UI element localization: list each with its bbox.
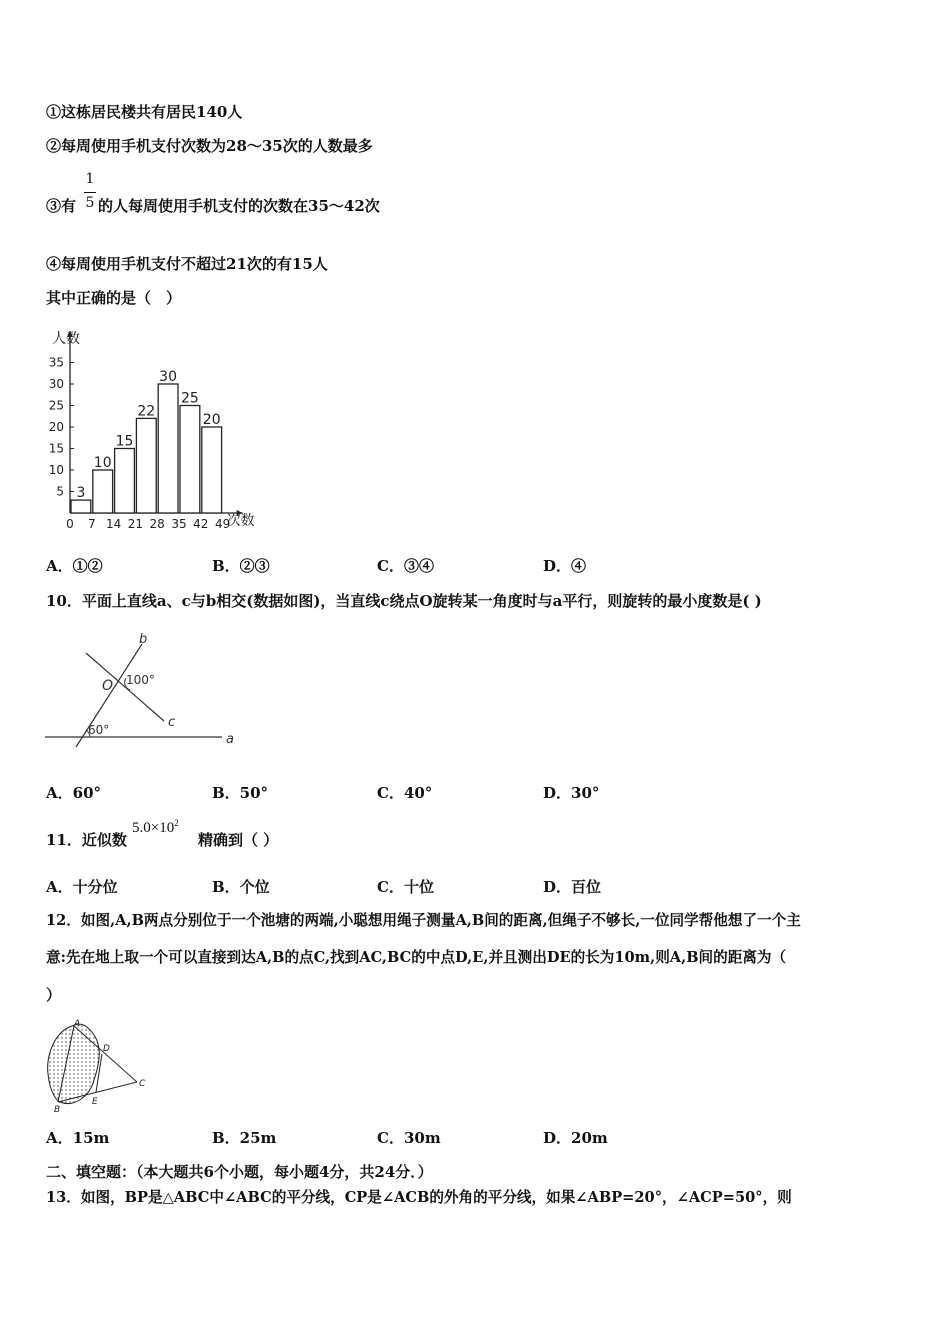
q10-option-c[interactable]: C．40° xyxy=(377,784,433,802)
x-axis-label: 次数 xyxy=(226,513,255,529)
section2-title: 二、填空题：（本大题共6个小题，每小题4分，共24分．） xyxy=(46,1163,433,1181)
x-tick-label: 14 xyxy=(105,517,122,531)
angle-100-label: 100° xyxy=(126,673,155,687)
q11-math-base: 5.0×10 xyxy=(132,820,175,836)
q10-figure xyxy=(40,626,250,756)
fraction-denominator: 5 xyxy=(85,195,95,211)
bar-value-label: 10 xyxy=(93,455,112,471)
q11-option-c[interactable]: C．十位 xyxy=(377,878,434,896)
histogram-bar xyxy=(202,427,222,513)
q12-text-line2: 意:先在地上取一个可以直接到达A,B的点C,找到AC,BC的中点D,E,并且测出DE的长为10m,则A,B间的距离为（ xyxy=(46,949,787,966)
q11-option-a[interactable]: A．十分位 xyxy=(46,878,118,896)
q12-text-line1: 12．如图,A,B两点分别位于一个池塘的两端,小聪想用绳子测量A,B间的距离,但绳子不够长,一位同学帮他想了一个主 xyxy=(46,912,801,929)
x-tick-label: 49 xyxy=(214,517,231,531)
line-c xyxy=(86,653,164,721)
point-c-label: C xyxy=(139,1079,146,1089)
label-c: c xyxy=(168,715,176,730)
q12-option-b[interactable]: B．25m xyxy=(212,1129,277,1147)
q11-math-exponent: 2 xyxy=(174,818,179,828)
q9-statement-3-prefix: ③有 xyxy=(46,197,77,215)
angle-60-label: 60° xyxy=(88,723,110,737)
pond-shape xyxy=(48,1024,100,1104)
label-b: b xyxy=(139,632,148,647)
q12-option-c[interactable]: C．30m xyxy=(377,1129,441,1147)
q12-option-a[interactable]: A．15m xyxy=(46,1129,110,1147)
y-tick-label: 15 xyxy=(48,441,64,456)
q9-statement-3-suffix: 的人每周使用手机支付的次数在35～42次 xyxy=(98,197,380,215)
histogram-bar xyxy=(136,418,156,513)
bar-value-label: 25 xyxy=(180,390,199,407)
fraction-numerator: 1 xyxy=(85,171,95,187)
q9-option-c[interactable]: C．③④ xyxy=(377,557,434,575)
y-tick-label: 5 xyxy=(56,484,64,499)
q9-statement-2: ②每周使用手机支付次数为28～35次的人数最多 xyxy=(46,137,373,155)
q11-math xyxy=(132,818,179,837)
q10-option-d[interactable]: D．30° xyxy=(543,784,600,802)
q10-text: 10．平面上直线a、c与b相交(数据如图)，当直线c绕点O旋转某一角度时与a平行，则旋转的最小度数是( ) xyxy=(46,592,762,610)
q11-option-b[interactable]: B．个位 xyxy=(212,878,270,896)
y-tick-label: 10 xyxy=(48,463,64,477)
y-tick-label: 30 xyxy=(48,377,64,391)
y-tick-label: 35 xyxy=(48,355,64,370)
q9-statement-4: ④每周使用手机支付不超过21次的有15人 xyxy=(46,255,328,273)
q9-statement-1: ①这栋居民楼共有居民140人 xyxy=(46,103,243,121)
q12-text-line3: ） xyxy=(46,986,62,1004)
q11-suffix: 精确到（ ） xyxy=(198,831,279,849)
histogram-chart xyxy=(36,323,286,538)
q9-option-a[interactable]: A．①② xyxy=(46,557,103,575)
q11-option-d[interactable]: D．百位 xyxy=(543,878,602,896)
label-a: a xyxy=(226,732,234,747)
y-tick-label: 25 xyxy=(48,398,64,413)
x-tick-label: 35 xyxy=(171,517,187,531)
x-tick-label: 21 xyxy=(127,517,144,531)
q9-option-d[interactable]: D．④ xyxy=(543,557,587,575)
q9-question: 其中正确的是（ ） xyxy=(46,289,182,307)
q10-option-b[interactable]: B．50° xyxy=(212,784,269,802)
q11-prefix: 11．近似数 xyxy=(46,831,127,849)
bar-value-label: 30 xyxy=(159,369,178,385)
x-tick-label: 7 xyxy=(87,517,96,531)
bar-value-label: 20 xyxy=(202,412,221,428)
histogram-bar xyxy=(180,406,200,514)
x-tick-label: 28 xyxy=(149,517,165,531)
point-b-label: B xyxy=(54,1105,61,1115)
histogram-bar xyxy=(158,384,178,513)
y-tick-label: 20 xyxy=(48,420,64,434)
histogram-bar xyxy=(93,470,113,513)
q13-text: 13．如图，BP是△ABC中∠ABC的平分线，CP是∠ACB的外角的平分线，如果∠ABP=20°，∠ACP=50°，则 xyxy=(46,1189,792,1206)
q12-figure xyxy=(40,1016,160,1116)
q9-statement-3 xyxy=(46,196,380,216)
x-tick-label: 42 xyxy=(193,517,209,531)
bar-value-label: 15 xyxy=(115,433,134,450)
point-e-label: E xyxy=(92,1097,98,1107)
bar-value-label: 3 xyxy=(76,485,86,502)
q9-option-b[interactable]: B．②③ xyxy=(212,557,270,575)
x-tick-label: 0 xyxy=(66,517,74,531)
y-axis-label: 人数 xyxy=(52,331,80,347)
point-a-label: A xyxy=(74,1019,81,1029)
histogram-bar xyxy=(71,500,91,513)
q10-option-a[interactable]: A．60° xyxy=(46,784,102,802)
label-o: O xyxy=(102,678,114,694)
bar-value-label: 22 xyxy=(137,403,156,420)
q12-option-d[interactable]: D．20m xyxy=(543,1129,608,1147)
histogram-bar xyxy=(115,449,135,514)
point-d-label: D xyxy=(103,1044,110,1054)
fraction-bar xyxy=(84,192,96,193)
